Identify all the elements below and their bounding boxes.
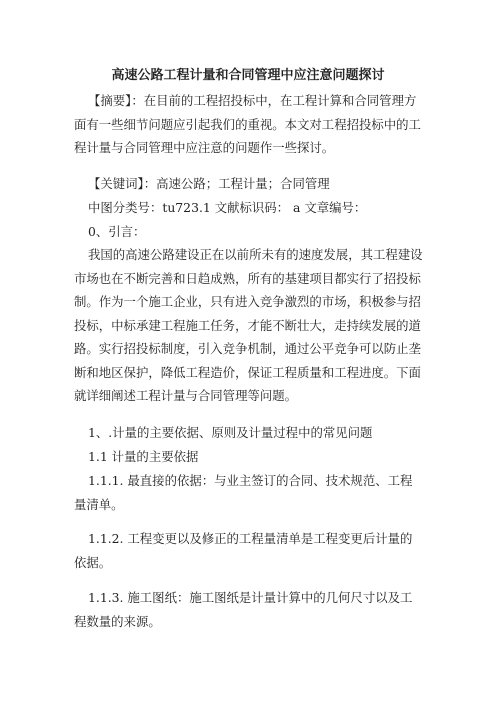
section1-heading: 1、.计量的主要依据、原则及计量过程中的常见问题 — [88, 425, 373, 440]
item-1-1-2: 1.1.2. 工程变更以及修正的工程量清单是工程变更后计量的依据。 — [74, 531, 413, 570]
intro-heading: 0、引言： — [88, 224, 146, 239]
item-1-1-1: 1.1.1. 最直接的依据：与业主签订的合同、技术规范、工程量清单。 — [74, 473, 413, 512]
keywords-line: 【关键词】：高速公路；工程计量；合同管理 — [88, 176, 330, 191]
section1-1-heading: 1.1 计量的主要依据 — [88, 449, 199, 464]
abstract-paragraph: 【摘要】：在目前的工程招投标中，在工程计算和合同管理方面有一些细节问题应引起我们的重视。本文对工程招投标中的工程计量与合同管理中应注意的问题作一些探讨。 — [74, 93, 421, 155]
item-1-1-3: 1.1.3. 施工图纸：施工图纸是计量计算中的几何尺寸以及工程数量的来源。 — [74, 590, 413, 629]
classification-line: 中图分类号：tu723.1 文献标识码： a 文章编号： — [88, 200, 367, 215]
intro-paragraph: 我国的高速公路建设正在以前所未有的速度发展，其工程建设市场也在不断完善和日趋成熟，所有的基建项目都实行了招投标制。作为一个施工企业，只有进入竞争激烈的市场，积极参与招投标，中标承建工程施工任务，才能不断壮大，走持续发展的道路。实行招投标制度，引入竞争机制，通过公平竞争可以防止垄断和地区保护，降低工程造价，保证工程质量和工程进度。下面就详细阐述工程计量与合同管理等问题。 — [74, 247, 423, 403]
document-title: 高速公路工程计量和合同管理中应注意问题探讨 — [111, 68, 385, 83]
